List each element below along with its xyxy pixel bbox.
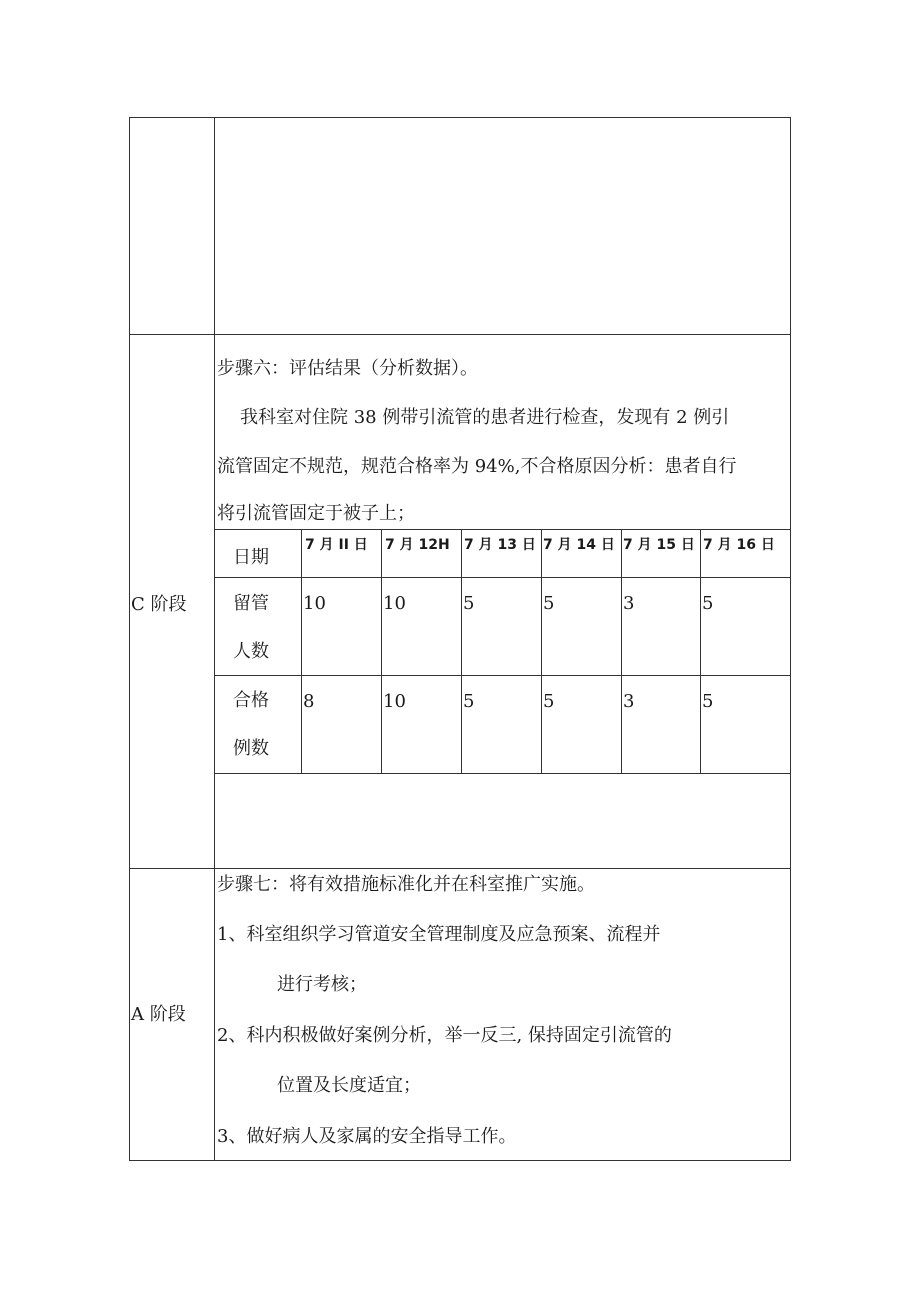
a-item-2-line-1: 2、科内积极做好案例分析，举一反三, 保持固定引流管的 xyxy=(217,1025,672,1046)
a-step-title: 步骤七：将有效措施标准化并在科室推广实施。 xyxy=(217,874,595,895)
table-date-col-2: 7 月 12H xyxy=(385,537,450,553)
table-row1-label-line1: 留管 xyxy=(233,593,269,614)
row-divider-1 xyxy=(129,334,791,335)
table-border-left xyxy=(129,117,130,1161)
table-row1-cell: 5 xyxy=(543,593,555,614)
table-row2-label-line1: 合格 xyxy=(233,690,269,711)
inner-table-col-4 xyxy=(541,529,542,774)
table-row2-cell: 5 xyxy=(702,691,714,712)
a-item-1-line-1: 1、科室组织学习管道安全管理制度及应急预案、流程并 xyxy=(217,924,661,945)
inner-table-col-3 xyxy=(461,529,462,774)
table-row2-cell: 5 xyxy=(543,691,555,712)
document-table xyxy=(129,117,791,1161)
c-paragraph-line-2: 流管固定不规范，规范合格率为 94%,不合格原因分析：患者自行 xyxy=(217,456,737,477)
table-row1-cell: 10 xyxy=(383,593,406,614)
table-header-date-label: 日期 xyxy=(233,547,269,568)
table-row2-cell: 3 xyxy=(623,691,635,712)
table-date-col-1: 7 月 II 日 xyxy=(305,537,368,553)
row-divider-2 xyxy=(129,868,791,869)
inner-table-col-6 xyxy=(700,529,701,774)
c-paragraph-line-1: 我科室对住院 38 例带引流管的患者进行检查，发现有 2 例引 xyxy=(240,407,730,428)
a-item-1-line-2: 进行考核； xyxy=(277,974,367,995)
table-row2-cell: 10 xyxy=(383,691,406,712)
inner-table-col-2 xyxy=(381,529,382,774)
table-row1-cell: 5 xyxy=(702,593,714,614)
a-item-3: 3、做好病人及家属的安全指导工作。 xyxy=(217,1126,517,1147)
inner-table-col-5 xyxy=(621,529,622,774)
table-date-col-5: 7 月 15 日 xyxy=(623,537,695,553)
table-row1-cell: 10 xyxy=(303,593,326,614)
c-stage-label: C 阶段 xyxy=(131,594,187,615)
table-row1-cell: 3 xyxy=(623,593,635,614)
a-item-2-line-2: 位置及长度适宜； xyxy=(277,1075,421,1096)
table-row1-label-line2: 人数 xyxy=(233,641,269,662)
table-row2-cell: 8 xyxy=(303,691,315,712)
inner-table-col-1 xyxy=(301,529,302,774)
column-divider xyxy=(214,117,215,1161)
table-row2-label-line2: 例数 xyxy=(233,738,269,759)
c-paragraph-line-3: 将引流管固定于被子上； xyxy=(217,503,415,524)
table-row1-cell: 5 xyxy=(463,593,475,614)
table-date-col-3: 7 月 13 日 xyxy=(464,537,536,553)
c-step-title: 步骤六：评估结果（分析数据）。 xyxy=(217,358,478,379)
a-stage-label: A 阶段 xyxy=(131,1004,186,1025)
table-date-col-6: 7 月 16 日 xyxy=(703,537,775,553)
table-border-top xyxy=(129,117,791,118)
table-date-col-4: 7 月 14 日 xyxy=(543,537,615,553)
table-border-bottom xyxy=(129,1160,791,1161)
table-row2-cell: 5 xyxy=(463,691,475,712)
table-border-right xyxy=(790,117,791,1161)
